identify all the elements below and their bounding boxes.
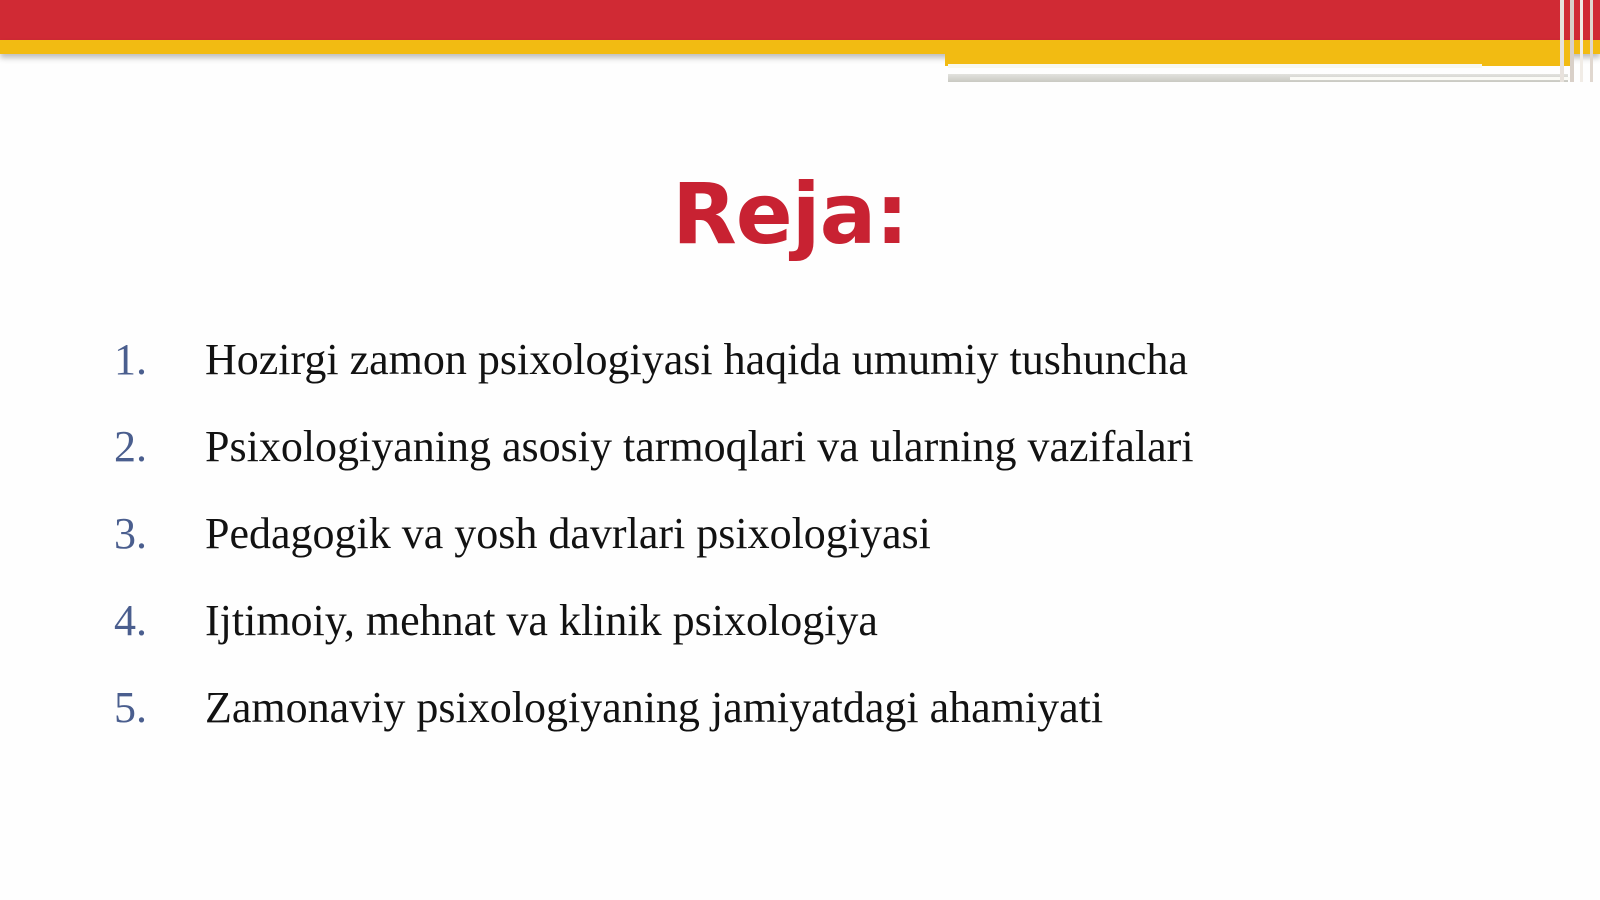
item-text: Ijtimoiy, mehnat va klinik psixologiya [205,596,878,645]
item-text: Pedagogik va yosh davrlari psixologiyasi [205,509,931,558]
item-number: 3. [114,509,147,558]
banner-edge-stripe [1590,0,1593,82]
top-banner-red [0,0,1600,40]
item-number: 1. [114,335,147,384]
item-number: 4. [114,596,147,645]
slide-title: Reja: [672,165,908,263]
list-item [0,589,1600,676]
list-item [0,502,1600,589]
item-text: Hozirgi zamon psixologiyasi haqida umumiy tushuncha [205,335,1188,384]
item-number: 2. [114,422,147,471]
list-item [0,415,1600,502]
banner-highlight-line [1290,77,1570,80]
banner-edge-stripe [1560,0,1564,82]
banner-highlight-line [948,64,1482,68]
item-text: Psixologiyaning asosiy tarmoqlari va ularning vazifalari [205,422,1194,471]
banner-edge-stripe [1570,0,1574,82]
item-number: 5. [114,683,147,732]
banner-edge-stripe [1580,0,1583,82]
outline-list [0,328,1600,763]
item-text: Zamonaviy psixologiyaning jamiyatdagi ahamiyati [205,683,1104,732]
list-item [0,328,1600,415]
list-item [0,676,1600,763]
